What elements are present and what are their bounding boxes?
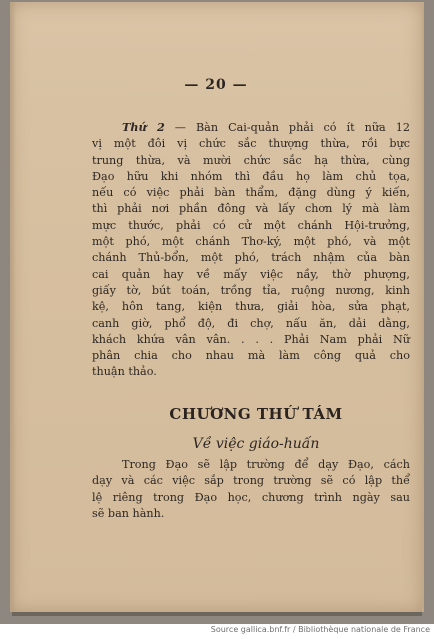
paragraph-line: mực thước, phải có cử một chánh Hội-trưởng, (92, 218, 410, 232)
paragraph-line: dạy và các việc sắp trong trường sẽ có lập thể (92, 474, 410, 488)
paragraph-line: thì phải nơi phần đông và lấy chơn lý mà làm (92, 202, 410, 216)
paragraph-line: nếu có việc phải bàn thẩm, đặng dùng ý kiến, (92, 186, 410, 200)
paragraph-line: kệ, hôn tang, kiện thưa, giải hòa, sửa phạt, (92, 300, 410, 314)
paragraph-line: sẽ ban hành. (92, 506, 165, 520)
paragraph-teaching (92, 457, 410, 522)
source-bar (0, 624, 434, 639)
paragraph-line: vị một đôi vị chức sắc thượng thừa, rồi bực (92, 137, 410, 151)
article-lead: Thứ 2 (122, 120, 165, 134)
paragraph-line: giấy tờ, bút toán, trồng tỉa, ruộng nương, kinh (92, 283, 410, 297)
paragraph-line (92, 457, 410, 473)
paragraph-line: khách khứa vân vân. . . . Phải Nam phải Nữ (92, 332, 410, 346)
paragraph-line: thuận thảo. (92, 365, 157, 379)
paragraph-line: Đạo hữu khi nhóm thì đầu họ làm chủ tọa, (92, 169, 410, 183)
paragraph-line: trung thừa, và mười chức sắc hạ thừa, cùng (92, 153, 410, 167)
chapter-heading: CHƯƠNG THỨ TÁM (169, 405, 343, 423)
paragraph-line-1-text: — Bàn Cai-quản phải có ít nữa 12 (164, 121, 410, 134)
paragraph-line (92, 119, 410, 136)
paragraph-line-text: Trong Đạo sẽ lập trường để dạy Đạo, cách (122, 458, 410, 471)
paragraph-line: canh giờ, phổ độ, đi chợ, nấu ăn, dải dằng, (92, 316, 410, 330)
paragraph-line: chánh Thủ-bổn, một phó, trách nhậm của bàn (92, 251, 410, 265)
scanned-page (10, 2, 424, 612)
page-number: — 20 — (184, 77, 248, 93)
source-credit: Source gallica.bnf.fr / Bibliothèque nationale de France (210, 625, 430, 634)
paragraph-article-2 (92, 119, 410, 381)
paragraph-line: lệ riêng trong Đạo học, chương trình ngày sau (92, 490, 410, 504)
page-binding-edge (10, 2, 16, 612)
paragraph-line: một phó, một chánh Thơ-ký, một phó, và một (92, 235, 410, 249)
chapter-subtitle: Về việc giáo-huấn (192, 436, 320, 452)
paragraph-line: cai quản hay về mấy việc nầy, thờ phượng, (92, 267, 410, 281)
paragraph-line: phân chia cho nhau mà làm công quả cho (92, 349, 410, 363)
